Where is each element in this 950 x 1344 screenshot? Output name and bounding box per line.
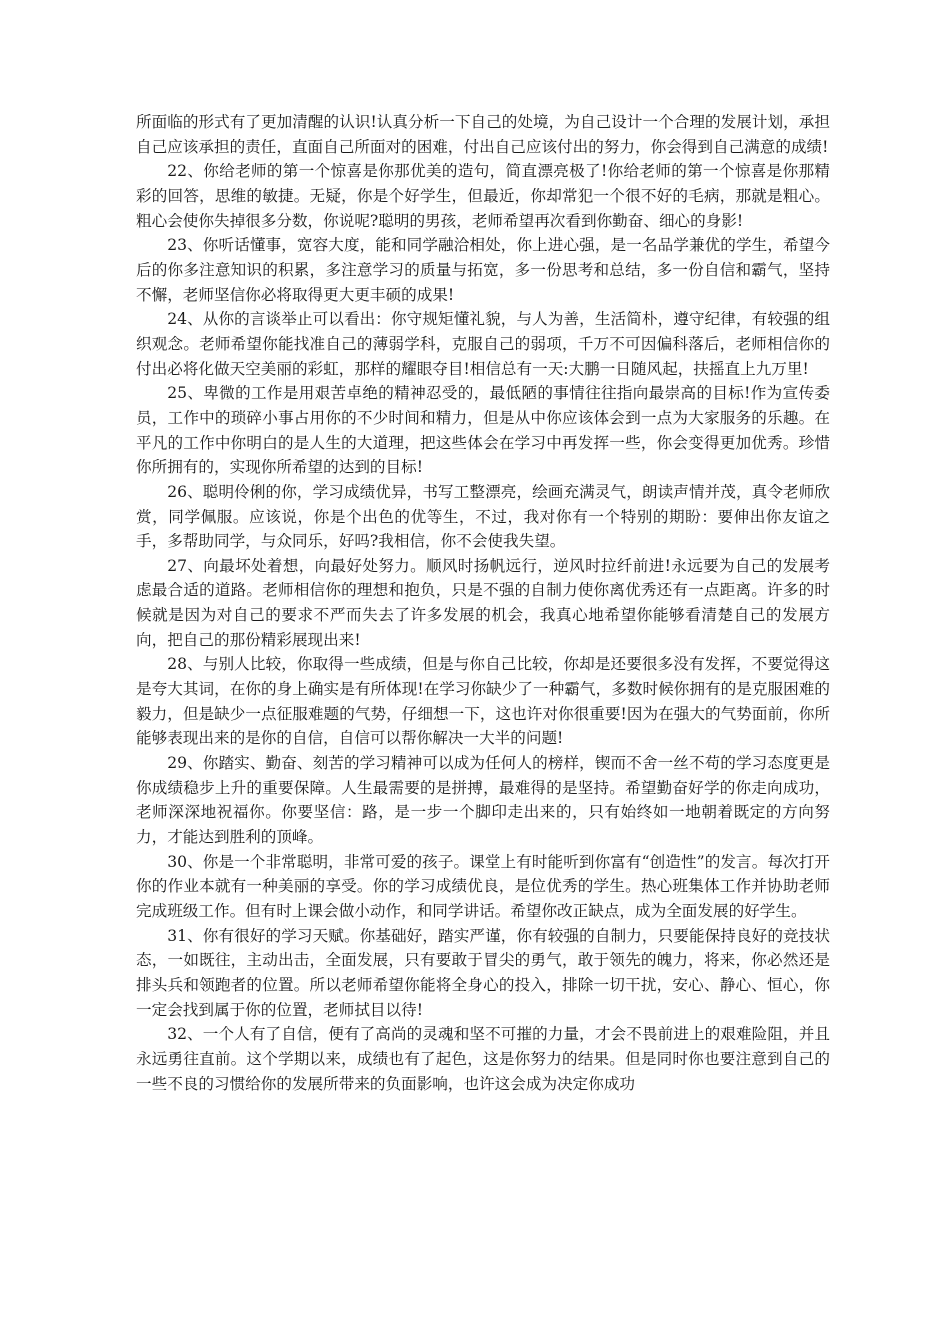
paragraph-26: 26、聪明伶俐的你，学习成绩优异，书写工整漂亮，绘画充满灵气，朗读声情并茂，真令老师欣赏，同学佩服。应该说，你是个出色的优等生，不过，我对你有一个特别的期盼：要伸出你友谊之手，多帮助同学，与众同乐，好吗?我相信，你不会使我失望。 (136, 482, 830, 551)
paragraph-30: 30、你是一个非常聪明，非常可爱的孩子。课堂上有时能听到你富有“创造性”的发言。每次打开你的作业本就有一种美丽的享受。你的学习成绩优良，是位优秀的学生。热心班集体工作并协助老师完成班级工作。但有时上课会做小动作，和同学讲话。希望你改正缺点，成为全面发展的好学生。 (136, 852, 830, 920)
paragraph-31: 31、你有很好的学习天赋。你基础好，踏实严谨，你有较强的自制力，只要能保持良好的竞技状态，一如既往，主动出击，全面发展，只有要敢于冒尖的勇气，敢于领先的魄力，将来，你必然还是排头兵和领跑者的位置。所以老师希望你能将全身心的投入，排除一切干扰，安心、静心、恒心，你一定会找到属于你的位置，老师拭目以待! (136, 926, 830, 1019)
document-body (136, 110, 830, 1096)
paragraph-25: 25、卑微的工作是用艰苦卓绝的精神忍受的，最低陋的事情往往指向最崇高的目标!作为宣传委员，工作中的琐碎小事占用你的不少时间和精力，但是从中你应该体会到一点为大家服务的乐趣。在平凡的工作中你明白的是人生的大道理，把这些体会在学习中再发挥一些，你会变得更加优秀。珍惜你所拥有的，实现你所希望的达到的目标! (136, 384, 830, 477)
paragraph-23: 23、你听话懂事，宽容大度，能和同学融洽相处，你上进心强，是一名品学兼优的学生，希望今后的你多注意知识的积累，多注意学习的质量与拓宽，多一份思考和总结，多一份自信和霸气，坚持不懈，老师坚信你必将取得更大更丰硕的成果! (136, 236, 830, 304)
paragraph-28: 28、与别人比较，你取得一些成绩，但是与你自己比较，你却是还要很多没有发挥，不要觉得这是夸大其词，在你的身上确实是有所体现!在学习你缺少了一种霸气，多数时候你拥有的是克服困难的毅力，但是缺少一点征服难题的气势，仔细想一下，这也许对你很重要!因为在强大的气势面前，你所能够表现出来的是你的自信，自信可以帮你解决一大半的问题! (136, 655, 830, 748)
paragraph-29: 29、你踏实、勤奋、刻苦的学习精神可以成为任何人的榜样，锲而不舍一丝不苟的学习态度更是你成绩稳步上升的重要保障。人生最需要的是拼搏，最难得的是坚持。希望勤奋好学的你走向成功，老师深深地祝福你。你要坚信：路，是一步一个脚印走出来的，只有始终如一地朝着既定的方向努力，才能达到胜利的顶峰。 (136, 754, 830, 847)
paragraph-27: 27、向最坏处着想，向最好处努力。顺风时扬帆远行，逆风时拉纤前进!永远要为自己的发展考虑最合适的道路。老师相信你的理想和抱负，只是不强的自制力使你离优秀还有一点距离。许多的时候就是因为对自己的要求不严而失去了许多发展的机会，我真心地希望你能够看清楚自己的发展方向，把自己的那份精彩展现出来! (136, 556, 830, 649)
paragraph-24: 24、从你的言谈举止可以看出：你守规矩懂礼貌，与人为善，生活简朴，遵守纪律，有较强的组织观念。老师希望你能找准自己的薄弱学科，克服自己的弱项，千万不可因偏科落后，老师相信你的付出必将化做天空美丽的彩虹，那样的耀眼夺目!相信总有一天:大鹏一日随风起，扶摇直上九万里! (136, 310, 830, 378)
paragraph-continuation: 所面临的形式有了更加清醒的认识!认真分析一下自己的处境，为自己设计一个合理的发展计划，承担自己应该承担的责任，直面自己所面对的困难，付出自己应该付出的努力，你会得到自己满意的成绩! (136, 113, 830, 156)
paragraph-32: 32、一个人有了自信，便有了高尚的灵魂和坚不可摧的力量，才会不畏前进上的艰难险阻，并且永远勇往直前。这个学期以来，成绩也有了起色，这是你努力的结果。但是同时你也要注意到自己的一些不良的习惯给你的发展所带来的负面影响，也许这会成为决定你成功 (136, 1025, 830, 1093)
paragraph-22: 22、你给老师的第一个惊喜是你那优美的造句，简直漂亮极了!你给老师的第一个惊喜是你那精彩的回答，思维的敏捷。无疑，你是个好学生，但最近，你却常犯一个很不好的毛病，那就是粗心。粗心会使你失掉很多分数，你说呢?聪明的男孩，老师希望再次看到你勤奋、细心的身影! (136, 162, 830, 230)
